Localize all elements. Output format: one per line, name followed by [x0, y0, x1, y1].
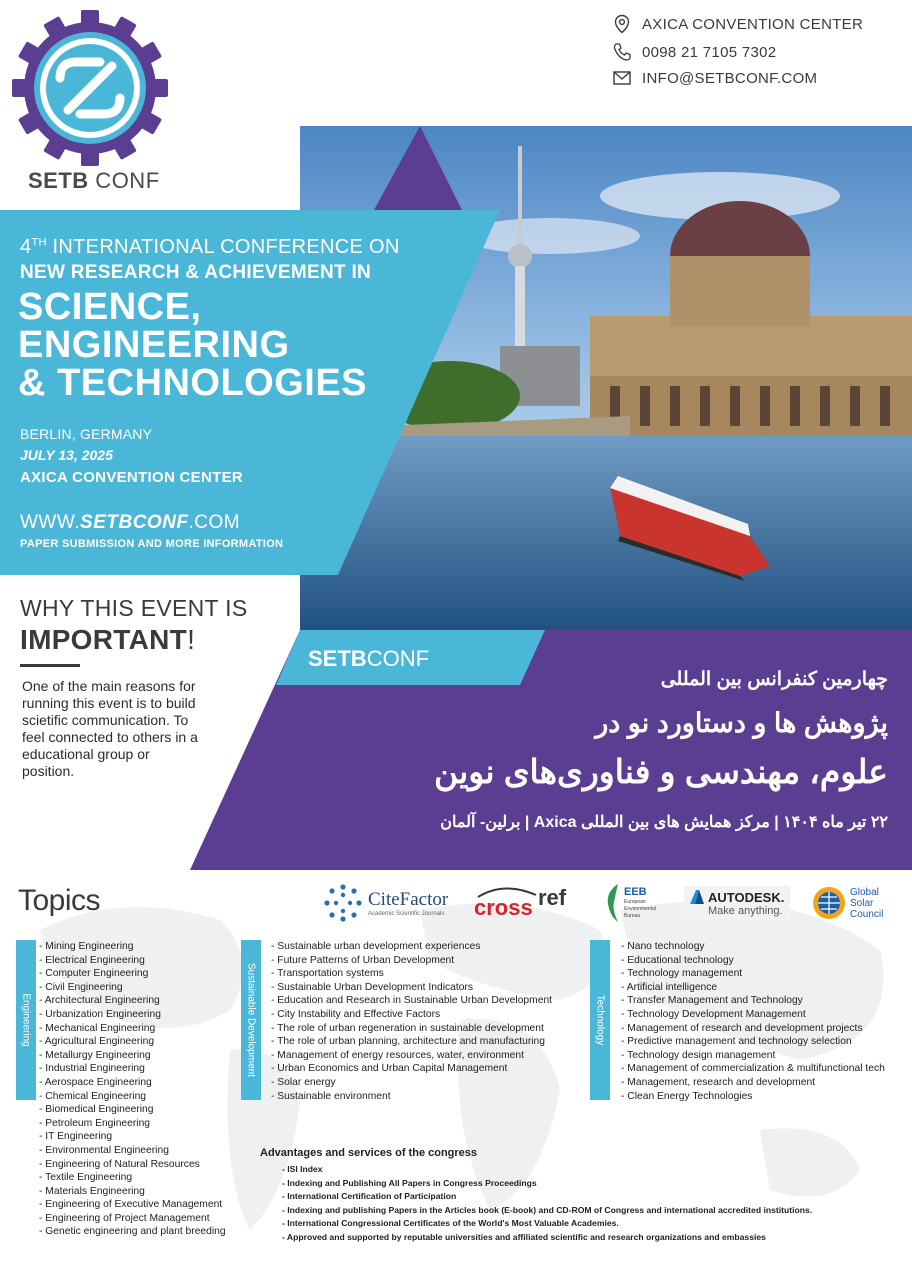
- citefactor-logo: CiteFactor Academic Scientific Journals: [322, 880, 448, 926]
- technology-topic-item: - Technology design management: [621, 1049, 776, 1061]
- technology-topic-item: - Predictive management and technology selection: [621, 1036, 852, 1048]
- advantage-item: - Approved and supported by reputable universities and affiliated scientific and research organizations and embassies: [282, 1231, 766, 1242]
- solar-globe-icon: [812, 886, 846, 920]
- technology-list: [621, 940, 885, 1103]
- engineering-topic-item: - Materials Engineering: [39, 1185, 145, 1197]
- advantage-item: - International Certification of Participation: [282, 1191, 457, 1201]
- contact-phone: [612, 42, 776, 62]
- sustainable-topic-item: - Sustainable urban development experiences: [271, 941, 481, 952]
- technology-topic-item: - Management, research and development: [621, 1076, 816, 1088]
- sustainable-tab: Sustainable Development: [241, 940, 261, 1100]
- phone-icon: [612, 42, 632, 62]
- advantages-list: [282, 1163, 812, 1244]
- engineering-topic-item: - Civil Engineering: [39, 981, 123, 993]
- location-text: AXICA CONVENTION CENTER: [642, 15, 864, 33]
- sustainable-topic-item: - Sustainable environment: [271, 1090, 391, 1102]
- engineering-topic-item: - Genetic engineering and plant breeding: [39, 1226, 226, 1238]
- engineering-list: [39, 940, 226, 1239]
- engineering-topic-item: - Computer Engineering: [39, 968, 149, 980]
- advantage-item: - ISI Index: [282, 1164, 323, 1174]
- phone-text: 0098 21 7105 7302: [642, 43, 777, 61]
- engineering-topic-item: - IT Engineering: [39, 1131, 113, 1143]
- technology-topic-item: - Educational technology: [621, 954, 734, 966]
- autodesk-a-icon: [690, 890, 704, 904]
- engineering-topic-item: - Environmental Engineering: [39, 1144, 169, 1156]
- why-title-line2: IMPORTANT!: [20, 624, 196, 655]
- sustainable-topic-item: - City Instability and Effective Factors: [271, 1008, 441, 1020]
- persian-panel-label: SETBCONF: [308, 646, 430, 671]
- sustainable-topic-item: - Transportation systems: [271, 968, 384, 980]
- engineering-topic-item: - Mechanical Engineering: [39, 1022, 156, 1034]
- engineering-topic-item: - Metallurgy Engineering: [39, 1049, 151, 1061]
- topics-title: Topics: [18, 884, 101, 917]
- engineering-topic-item: - Engineering of Natural Resources: [39, 1158, 200, 1170]
- why-body: One of the main reasons for running this event is to build scietific communication. To feel connected to others in a educational group or position.: [22, 678, 198, 779]
- persian-line1: چهارمین کنفرانس بین المللی: [660, 669, 888, 690]
- technology-topic-item: - Transfer Management and Technology: [621, 995, 803, 1007]
- contact-email: [612, 68, 817, 88]
- technology-topic-item: - Management of commercialization & multifunctional tech: [621, 1063, 885, 1075]
- engineering-topic-item: - Industrial Engineering: [39, 1063, 145, 1075]
- hero-line2: NEW RESEARCH & ACHIEVEMENT IN: [20, 262, 372, 283]
- persian-line2: پژوهش ها و دستاورد نو در: [595, 708, 888, 738]
- advantages-title: Advantages and services of the congress: [260, 1147, 478, 1159]
- technology-topic-item: - Clean Energy Technologies: [621, 1090, 753, 1102]
- eeb-leaf-icon: [604, 882, 622, 924]
- engineering-topic-item: - Engineering of Executive Management: [39, 1199, 223, 1211]
- why-title-line1: WHY THIS EVENT IS: [20, 595, 248, 621]
- engineering-topic-item: - Urbanization Engineering: [39, 1008, 161, 1020]
- sustainable-topic-item: - The role of urban regeneration in sustainable development: [271, 1022, 544, 1034]
- crossref-logo: cross ref: [474, 880, 578, 926]
- engineering-topic-item: - Biomedical Engineering: [39, 1104, 154, 1116]
- persian-line4: ۲۲ تیر ماه ۱۴۰۴ | مرکز همایش های بین المللی Axica | برلین- آلمان: [440, 814, 888, 831]
- advantage-item: - Indexing and Publishing All Papers in Congress Proceedings: [282, 1177, 537, 1188]
- sustainable-topic-item: - Sustainable Urban Development Indicators: [271, 981, 474, 993]
- engineering-topic-item: - Architectural Engineering: [39, 995, 160, 1007]
- engineering-topic-item: - Electrical Engineering: [39, 954, 145, 966]
- website-subtitle: PAPER SUBMISSION AND MORE INFORMATION: [20, 538, 284, 550]
- global-solar-council-logo: Global Solar Council: [812, 880, 883, 926]
- email-text: INFO@SETBCONF.COM: [642, 69, 818, 87]
- sustainable-topic-item: - Management of energy resources, water, environment: [271, 1049, 524, 1061]
- engineering-tab: Engineering: [16, 940, 36, 1100]
- hero-line5: & TECHNOLOGIES: [18, 362, 368, 404]
- engineering-topic-item: - Chemical Engineering: [39, 1090, 147, 1102]
- sustainable-topic-item: - Future Patterns of Urban Development: [271, 954, 455, 966]
- hero-line1: 4TH INTERNATIONAL CONFERENCE ON: [20, 236, 400, 258]
- logo-wordmark: SETB CONF: [28, 168, 160, 193]
- sustainable-topic-item: - Urban Economics and Urban Capital Management: [271, 1063, 508, 1075]
- engineering-topic-item: - Agricultural Engineering: [39, 1036, 155, 1048]
- eeb-logo: EEB European Environmental Bureau: [604, 880, 656, 926]
- citefactor-dots-icon: [322, 882, 364, 924]
- technology-tab: Technology: [590, 940, 610, 1100]
- hero-city: BERLIN, GERMANY: [20, 426, 153, 442]
- engineering-topic-item: - Textile Engineering: [39, 1172, 133, 1184]
- website-link[interactable]: WWW.SETBCONF.COM: [20, 512, 241, 533]
- sustainable-topic-item: - Solar energy: [271, 1076, 336, 1088]
- technology-topic-item: - Nano technology: [621, 941, 705, 952]
- sustainable-list: [271, 940, 552, 1103]
- sustainable-topic-item: - Education and Research in Sustainable Urban Development: [271, 995, 553, 1007]
- sustainable-topic-item: - The role of urban planning, architecture and manufacturing: [271, 1036, 545, 1048]
- engineering-topic-item: - Mining Engineering: [39, 941, 134, 952]
- engineering-topic-item: - Aerospace Engineering: [39, 1076, 152, 1088]
- technology-topic-item: - Management of research and development projects: [621, 1022, 863, 1034]
- crossref-arc-icon: [474, 883, 578, 923]
- hero-line3: SCIENCE,: [18, 286, 202, 328]
- technology-topic-item: - Technology management: [621, 968, 743, 980]
- location-pin-icon: [612, 14, 632, 34]
- hero-venue: AXICA CONVENTION CENTER: [20, 469, 244, 486]
- persian-line3: علوم، مهندسی و فناوری‌های نوین: [434, 753, 888, 790]
- technology-topic-item: - Artificial intelligence: [621, 981, 718, 993]
- hero-line4: ENGINEERING: [18, 324, 290, 366]
- advantage-item: - International Congressional Certificates of the World's Most Valuable Academies.: [282, 1218, 619, 1228]
- autodesk-logo: AUTODESK. Make anything.: [684, 880, 790, 926]
- technology-topic-item: - Technology Development Management: [621, 1008, 806, 1020]
- mail-icon: [612, 68, 632, 88]
- advantage-item: - Indexing and publishing Papers in the Articles book (E-book) and CD-ROM of Congress and international accredited institutions.: [282, 1204, 813, 1215]
- contact-location: [612, 14, 863, 34]
- hero-date: JULY 13, 2025: [20, 447, 113, 463]
- engineering-topic-item: - Petroleum Engineering: [39, 1117, 151, 1129]
- engineering-topic-item: - Engineering of Project Management: [39, 1212, 210, 1224]
